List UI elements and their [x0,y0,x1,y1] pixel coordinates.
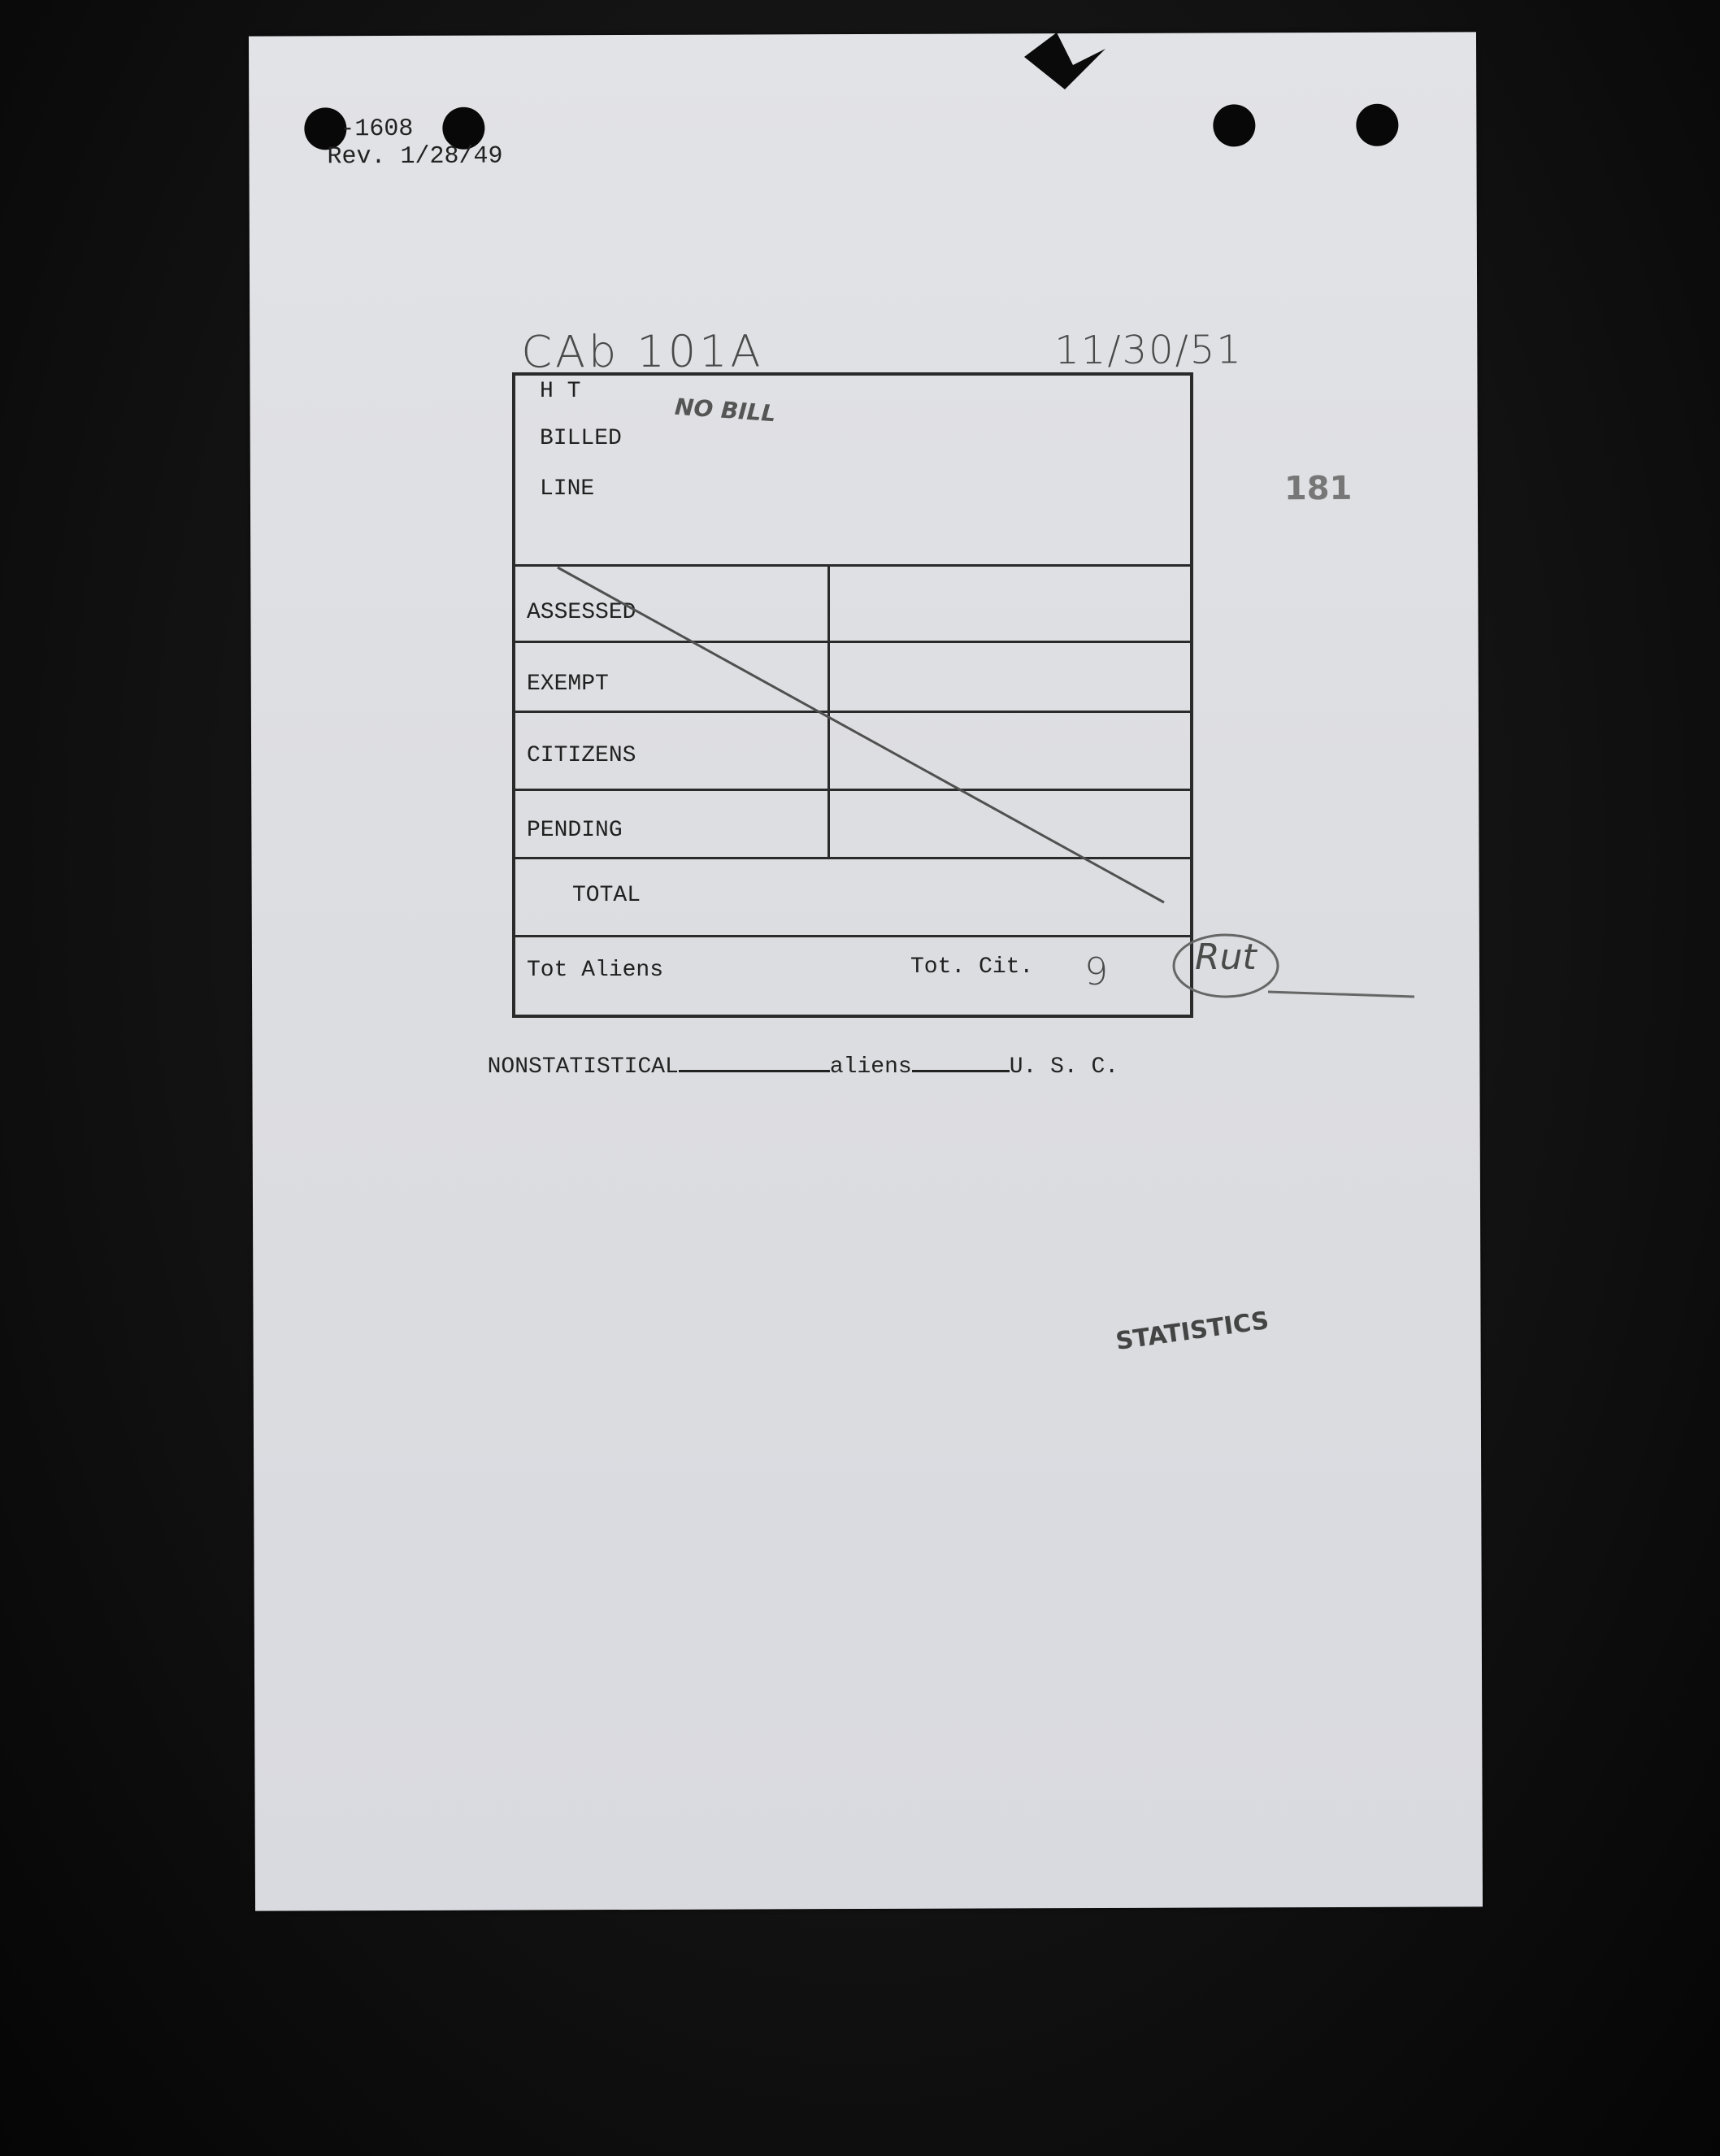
no-bill-stamp: NO BILL [674,393,777,428]
label-billed: BILLED [540,426,622,451]
label-aliens: aliens [829,1054,912,1080]
nonstatistical-line [460,1029,1118,1080]
diagonal-strike-line [512,372,1193,1018]
blank-nonstatistical [679,1070,830,1072]
label-pending: PENDING [527,818,623,843]
form-revision: Rev. 1/28/49 [327,142,503,172]
label-tot-cit: Tot. Cit. [910,954,1034,980]
blank-aliens [912,1070,1010,1072]
label-line: LINE [540,476,595,502]
handwritten-date: 11/30/51 [1054,327,1244,374]
label-total: TOTAL [572,883,641,908]
label-tot-aliens: Tot Aliens [527,958,664,983]
label-citizens: CITIZENS [527,743,636,768]
form-number: -1608 [340,115,414,144]
label-ht: H T [540,379,581,404]
label-nonstatistical: NONSTATISTICAL [487,1054,679,1080]
handwritten-initials: Rut [1195,937,1257,978]
page-number-stamp: 181 [1283,469,1353,508]
handwritten-case-number: CAb 101A [521,325,764,378]
label-exempt: EXEMPT [527,672,609,697]
handwritten-tot-cit-value: 9 [1084,950,1109,993]
label-usc: U. S. C. [1009,1054,1119,1080]
statistics-table [512,372,1193,1018]
punch-hole-right-2 [1356,104,1398,146]
statistics-stamp: STATISTICS [1114,1306,1271,1357]
initials-circle [1171,927,1691,1024]
label-assessed: ASSESSED [527,600,636,625]
top-clip-mark [1016,24,1114,89]
punch-hole-right [1213,104,1255,146]
